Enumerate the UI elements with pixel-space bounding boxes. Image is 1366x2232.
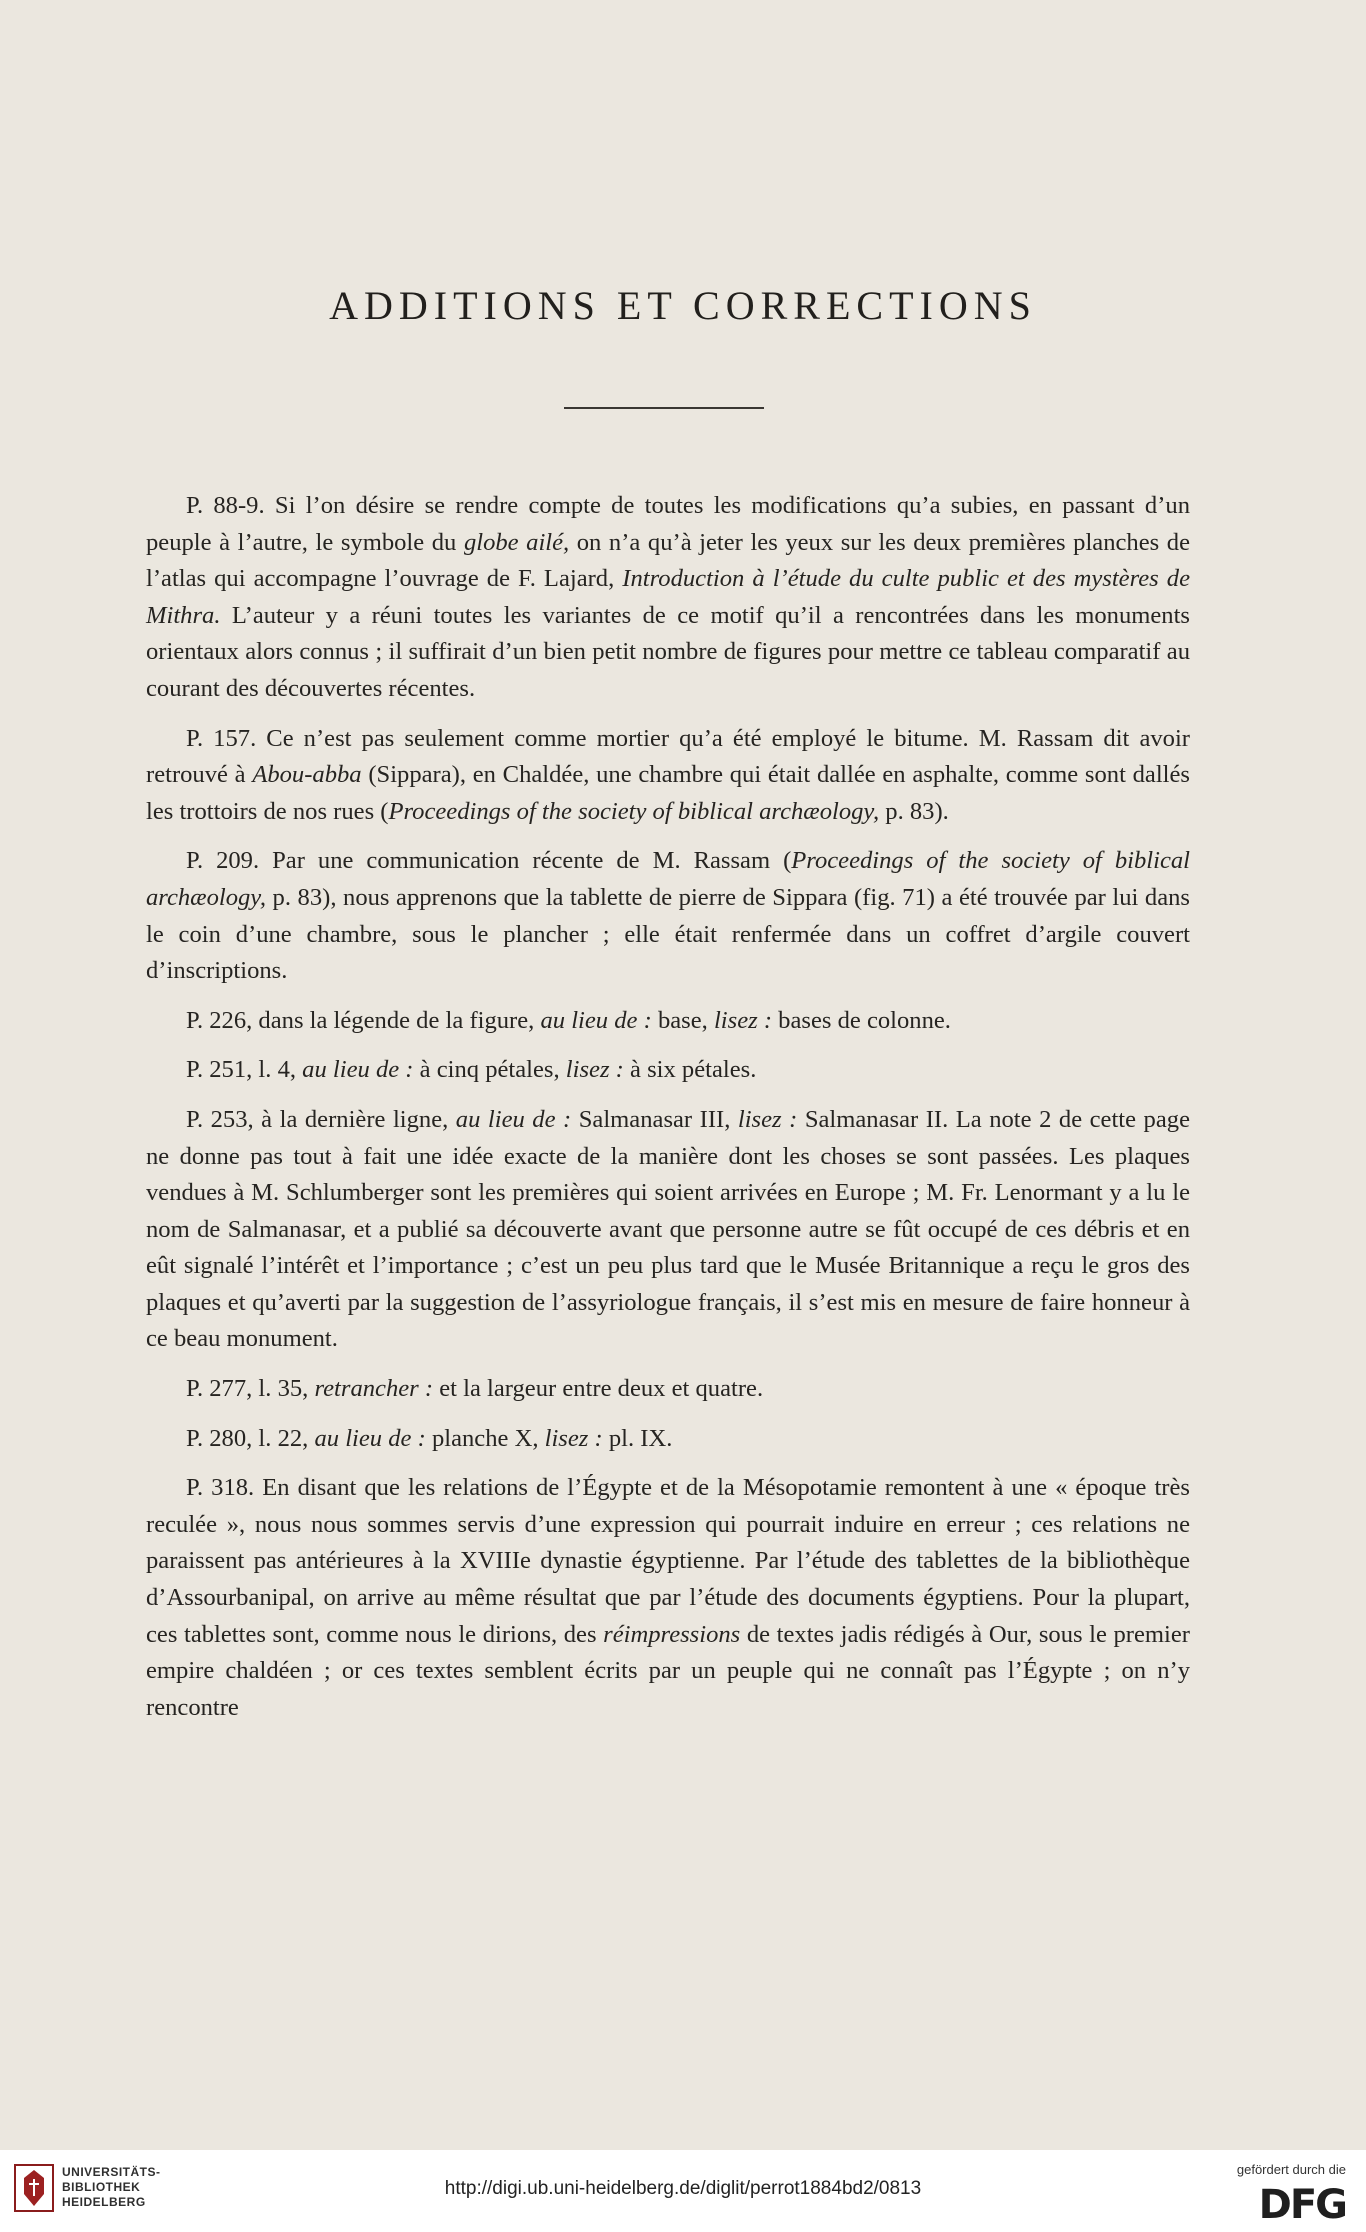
text-run: de textes jadis rédigés à Our, sous le premier empire chaldéen ; or ces textes semblent écrits par un peuple qui ne connaît pas l’Égypte ; on n’y rencontre bbox=[146, 1620, 1190, 1721]
text-run: planche X, bbox=[425, 1424, 545, 1452]
dfg-logo: DFG bbox=[1258, 2182, 1346, 2228]
italic-run: au lieu de : bbox=[314, 1424, 426, 1452]
text-run: P. 318. En disant que les relations de l’Égypte et de la Mésopotamie remontent à une « époque très reculée », nous nous sommes servis d’une expression qui pourrait induire en erreur ; ces relations ne paraissent pas antérieures à la XVIIIe dynastie égyptienne. Par l’étude des tablettes de la bibliothèque d’Assourbanipal, on arrive au même résultat que par l’étude des documents égyptiens. Pour la plupart, ces tablettes sont, comme nous le dirions, des bbox=[146, 1474, 1190, 1648]
permalink-url[interactable]: http://digi.ub.uni-heidelberg.de/diglit/perrot1884bd2/0813 bbox=[444, 2178, 922, 2199]
body-text bbox=[146, 488, 1190, 1739]
library-name-line: UNIVERSITÄTS- bbox=[62, 2165, 161, 2179]
text-run: Salmanasar III, bbox=[571, 1105, 738, 1133]
text-run: (Sippara), en Chaldée, une chambre qui était dallée en asphalte, comme sont dallés les trottoirs de nos rues ( bbox=[146, 761, 1190, 825]
text-run: P. 277, l. 35, bbox=[186, 1375, 315, 1403]
text-run: pl. IX. bbox=[602, 1424, 673, 1452]
text-run: P. 253, à la dernière ligne, bbox=[186, 1105, 456, 1133]
viewer-footer bbox=[0, 2150, 1366, 2232]
paragraph bbox=[146, 1102, 1190, 1358]
text-run: P. 157. Ce n’est pas seulement comme mortier qu’a été employé le bitume. M. Rassam dit avoir retrouvé à bbox=[146, 724, 1190, 789]
paragraph bbox=[146, 721, 1190, 831]
italic-run: lisez : bbox=[737, 1105, 798, 1133]
title-rule bbox=[564, 407, 764, 409]
italic-run: lisez : bbox=[713, 1006, 773, 1034]
italic-run: au lieu de : bbox=[540, 1006, 652, 1034]
text-run: à cinq pétales, bbox=[413, 1056, 566, 1084]
text-run: P. 88-9. Si l’on désire se rendre compte de toutes les modifications qu’a subies, en passant d’un peuple à l’autre, le symbole du bbox=[146, 492, 1190, 556]
text-run: bases de colonne. bbox=[772, 1006, 951, 1034]
paragraph bbox=[146, 1052, 1190, 1089]
italic-run: Proceedings of the society of biblical archæology, bbox=[146, 847, 1190, 911]
italic-run: globe ailé, bbox=[463, 528, 570, 556]
page-title: ADDITIONS ET CORRECTIONS bbox=[329, 283, 1037, 328]
paragraph bbox=[146, 1003, 1190, 1040]
text-run: P. 280, l. 22, bbox=[186, 1424, 315, 1452]
paragraph bbox=[146, 1421, 1190, 1458]
italic-run: Introduction à l’étude du culte public et des mystères de Mithra. bbox=[146, 565, 1190, 629]
italic-run: Abou-abba bbox=[252, 761, 362, 789]
text-run: p. 83). bbox=[879, 797, 949, 825]
paragraph bbox=[146, 1371, 1190, 1408]
text-run: p. 83), nous apprenons que la tablette de pierre de Sippara (fig. 71) a été trouvée par lui dans le coin d’une chambre, sous le plancher ; elle était renfermée dans un coffret d’argile couvert d’inscriptions. bbox=[146, 883, 1190, 985]
italic-run: au lieu de : bbox=[302, 1056, 414, 1084]
italic-run: lisez : bbox=[565, 1056, 624, 1084]
text-run: à six pétales. bbox=[623, 1056, 757, 1084]
italic-run: au lieu de : bbox=[455, 1105, 572, 1133]
text-run: L’auteur y a réuni toutes les variantes de ce motif qu’il a rencontrées dans les monuments orientaux alors connus ; il suffirait d’un bien petit nombre de figures pour mettre ce tableau comparatif au courant des découvertes récentes. bbox=[146, 601, 1190, 702]
text-run: on n’a qu’à jeter les yeux sur les deux premières planches de l’atlas qui accompagne l’ouvrage de F. Lajard, bbox=[146, 528, 1190, 593]
text-run: base, bbox=[651, 1006, 714, 1034]
text-run: Salmanasar II. La note 2 de cette page ne donne pas tout à fait une idée exacte de la manière dont les choses se sont passées. Les plaques vendues à M. Schlumberger sont les premières qui soient arrivées en Europe ; M. Fr. Lenormant y a lu le nom de Salmanasar, et a publié sa découverte avant que personne autre se fût occupé de ces débris et en eût signalé l’intérêt et l’importance ; c’est un peu plus tard que le Musée Britannique a reçu le gros des plaques et qu’averti par la suggestion de l’assyriologue français, il s’est mis en mesure de faire honneur à ce beau monument. bbox=[146, 1105, 1190, 1353]
library-name-line: BIBLIOTHEK bbox=[62, 2180, 141, 2194]
text-run: P. 226, dans la légende de la figure, bbox=[186, 1006, 541, 1034]
text-run: P. 251, l. 4, bbox=[186, 1056, 303, 1084]
italic-run: Proceedings of the society of biblical archæology, bbox=[388, 797, 880, 825]
text-run: et la largeur entre deux et quatre. bbox=[433, 1375, 764, 1403]
italic-run: réimpressions bbox=[603, 1620, 741, 1648]
paragraph bbox=[146, 843, 1190, 989]
italic-run: lisez : bbox=[544, 1424, 603, 1452]
funding-caption: gefördert durch die bbox=[1236, 2162, 1346, 2177]
library-name-line: HEIDELBERG bbox=[62, 2195, 146, 2209]
paragraph bbox=[146, 1470, 1190, 1726]
paragraph bbox=[146, 488, 1190, 708]
text-run: P. 209. Par une communication récente de M. Rassam ( bbox=[186, 847, 792, 875]
italic-run: retrancher : bbox=[314, 1375, 434, 1403]
